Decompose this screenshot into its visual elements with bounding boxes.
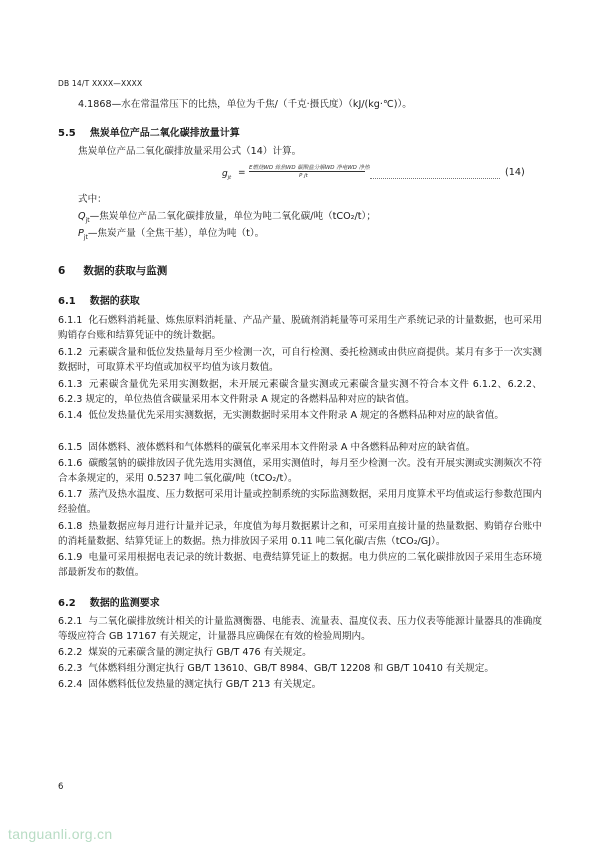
document-header: DB 14/T XXXX—XXXX (58, 79, 143, 88)
site-watermark: tanguanli.org.cn (8, 826, 113, 842)
clause-6-1-1: 6.1.1 化石燃料消耗量、炼焦原料消耗量、产品产量、脱硫剂消耗量等可采用生产系统记录的计量数据，也可采用购销存台账和结算凭证中的统计数据。 (58, 315, 542, 342)
clause-6-2-2: 6.2.2 煤炭的元素碳含量的测定执行 GB/T 476 有关规定。 (58, 647, 312, 658)
where-label: 式中： (78, 194, 107, 205)
clause-6-1-9: 6.1.9 电量可采用根据电表记录的统计数据、电费结算凭证上的数据。电力供应的二氧化碳排放因子采用生态环境部最新发布的数值。 (58, 552, 542, 579)
formula-number: (14) (505, 167, 525, 178)
formula-equals: = (238, 168, 246, 178)
clause-6-1-6: 6.1.6 碳酸氢钠的碳排放因子优先选用实测值，采用实测值时，每月至少检测一次。没有开展实测或实测频次不符合本条规定的，采用 0.5237 吨二氧化碳/吨（tCO₂/t）。 (58, 458, 542, 485)
section-6-heading (58, 263, 167, 278)
clause-6-1-8: 6.1.8 热量数据应每月进行计量并记录，年度值为每月数据累计之和，可采用直接计量的热量数据、购销存台账中的消耗量数据、结算凭证上的数据。热力排放因子采用 0.11 吨二氧化碳/吉焦（tCO₂/GJ）。 (58, 521, 542, 548)
section-number: 6.1 (58, 296, 76, 307)
page-number: 6 (58, 782, 64, 792)
clause-6-1-4: 6.1.4 低位发热量优先采用实测数据，无实测数据时采用本文件附录 A 规定的各燃料品种对应的缺省值。 (58, 410, 505, 421)
section-6-2-heading (58, 594, 160, 609)
section-number: 6.2 (58, 598, 76, 609)
section-number: 6 (58, 265, 66, 277)
section-6-1-heading (58, 292, 140, 307)
section-number: 5.5 (58, 128, 76, 139)
clause-6-1-7: 6.1.7 蒸汽及热水温度、压力数据可采用计量或控制系统的实际监测数据，采用月度算术平均值或运行参数范围内经验值。 (58, 489, 542, 516)
section-title: 数据的获取 (89, 296, 140, 307)
clause-6-1-5: 6.1.5 固体燃料、液体燃料和气体燃料的碳氧化率采用本文件附录 A 中各燃料品种对应的缺省值。 (58, 442, 476, 453)
section-5-5-intro: 焦炭单位产品二氧化碳排放量采用公式（14）计算。 (78, 146, 302, 157)
formula-lhs: $g_{jt}$ (222, 169, 232, 181)
top-definition-line: 4.1868—水在常温常压下的比热，单位为千焦/（千克·摄氏度）（kJ/(kg·℃)）。 (78, 99, 412, 110)
formula-14 (222, 163, 524, 189)
clause-6-1-3: 6.1.3 元素碳含量优先采用实测数据，未开展元素碳含量实测或元素碳含量实测不符合本文件 6.1.2、6.2.2、6.2.3 规定的，单位热值含碳量采用本文件附录 A 规定的各燃料品种对应的缺省值。 (58, 379, 542, 406)
section-title: 数据的获取与监测 (83, 265, 168, 277)
section-title: 焦炭单位产品二氧化碳排放量计算 (89, 128, 240, 139)
formula-fraction-bar (249, 171, 365, 172)
formula-numerator: E燃烧WD 炼焦WD 碳酸盐分解WD 净电WD 净热 (249, 165, 370, 171)
definition-pjt: $P_{jt}—$焦炭产量（全焦干基），单位为吨（t）。 (78, 228, 265, 241)
definition-qjt: $Q_{jt}—$焦炭单位产品二氧化碳排放量，单位为吨二氧化碳/吨（tCO₂/t）； (78, 211, 376, 224)
clause-6-2-1: 6.2.1 与二氧化碳排放统计相关的计量监测衡器、电能表、流量表、温度仪表、压力仪表等能源计量器具的准确度等级应符合 GB 17167 有关规定，计量器具应确保在有效的检验周期内。 (58, 616, 542, 643)
formula-leader-dots (370, 168, 500, 179)
section-title: 数据的监测要求 (89, 598, 160, 609)
clause-6-2-4: 6.2.4 固体燃料低位发热量的测定执行 GB/T 213 有关规定。 (58, 679, 322, 690)
clause-6-1-2: 6.1.2 元素碳含量和低位发热量每月至少检测一次，可自行检测、委托检测或由供应商提供。某月有多于一次实测数据时，可取算术平均值或加权平均值为该月数值。 (58, 347, 542, 374)
clause-6-2-3: 6.2.3 气体燃料组分测定执行 GB/T 13610、GB/T 8984、GB/T 12208 和 GB/T 10410 有关规定。 (58, 663, 494, 674)
section-5-5-heading (58, 124, 240, 139)
formula-denominator: P jt (299, 173, 308, 179)
